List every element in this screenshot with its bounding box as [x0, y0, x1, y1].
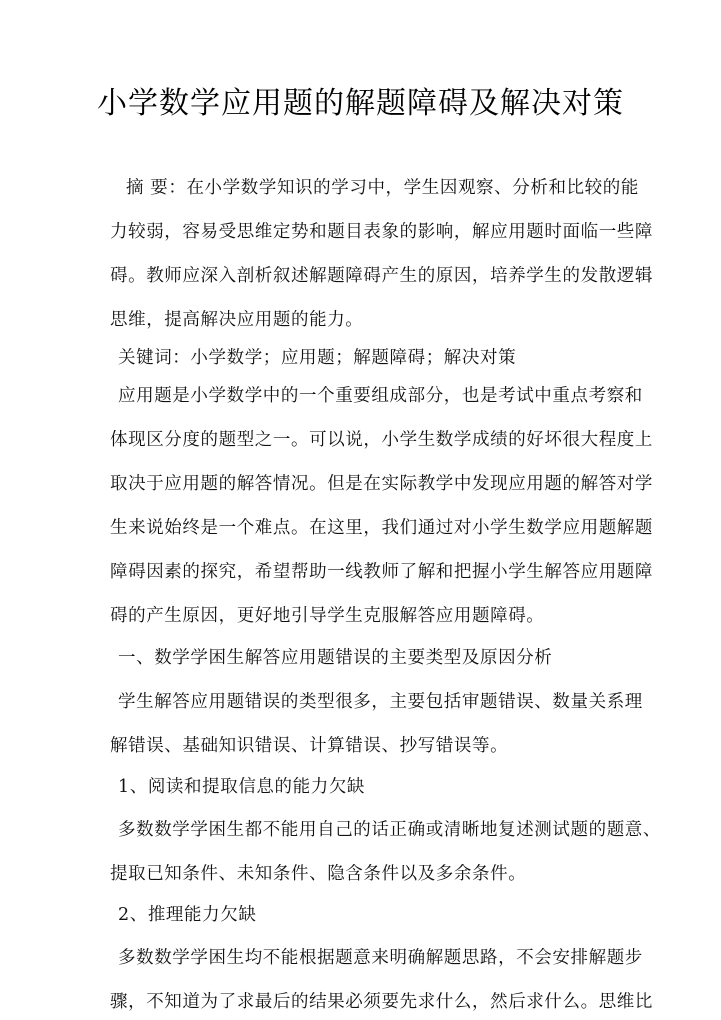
paragraph-line: 学生解答应用题错误的类型很多，主要包括审题错误、数量关系理: [118, 692, 643, 712]
paragraph-line: 一、数学学困生解答应用题错误的主要类型及原因分析: [118, 648, 553, 668]
paragraph-line: 障碍因素的探究，希望帮助一线教师了解和把握小学生解答应用题障: [110, 562, 653, 582]
paragraph-line: 骤，不知道为了求最后的结果必须要先求什么，然后求什么。思维比: [110, 992, 653, 1012]
paragraph-line: 多数数学学困生都不能用自己的话正确或清晰地复述测试题的题意、: [118, 820, 661, 840]
paragraph-line: 思维，提高解决应用题的能力。: [110, 310, 364, 330]
paragraph-line: 应用题是小学数学中的一个重要组成部分，也是考试中重点考察和: [118, 386, 643, 406]
paragraph-line: 2、推理能力欠缺: [118, 905, 257, 925]
paragraph-line: 摘 要：在小学数学知识的学习中，学生因观察、分析和比较的能: [126, 178, 639, 198]
paragraph-line: 多数数学学困生均不能根据题意来明确解题思路，不会安排解题步: [118, 948, 643, 968]
paragraph-line: 取决于应用题的解答情况。但是在实际教学中发现应用题的解答对学: [110, 474, 653, 494]
paragraph-line: 解错误、基础知识错误、计算错误、抄写错误等。: [110, 736, 509, 756]
paragraph-line: 力较弱，容易受思维定势和题目表象的影响，解应用题时面临一些障: [110, 222, 653, 242]
paragraph-line: 1、阅读和提取信息的能力欠缺: [118, 777, 366, 797]
paragraph-line: 碍的产生原因，更好地引导学生克服解答应用题障碍。: [110, 606, 545, 626]
paragraph-line: 碍。教师应深入剖析叙述解题障碍产生的原因，培养学生的发散逻辑: [110, 266, 653, 286]
paragraph-line: 体现区分度的题型之一。可以说，小学生数学成绩的好坏很大程度上: [110, 430, 653, 450]
paragraph-line: 关键词：小学数学；应用题；解题障碍；解决对策: [118, 348, 517, 368]
paragraph-line: 提取已知条件、未知条件、隐含条件以及多余条件。: [110, 864, 527, 884]
document-title: 小学数学应用题的解题障碍及解决对策: [97, 86, 624, 121]
paragraph-line: 生来说始终是一个难点。在这里，我们通过对小学生数学应用题解题: [110, 518, 653, 538]
